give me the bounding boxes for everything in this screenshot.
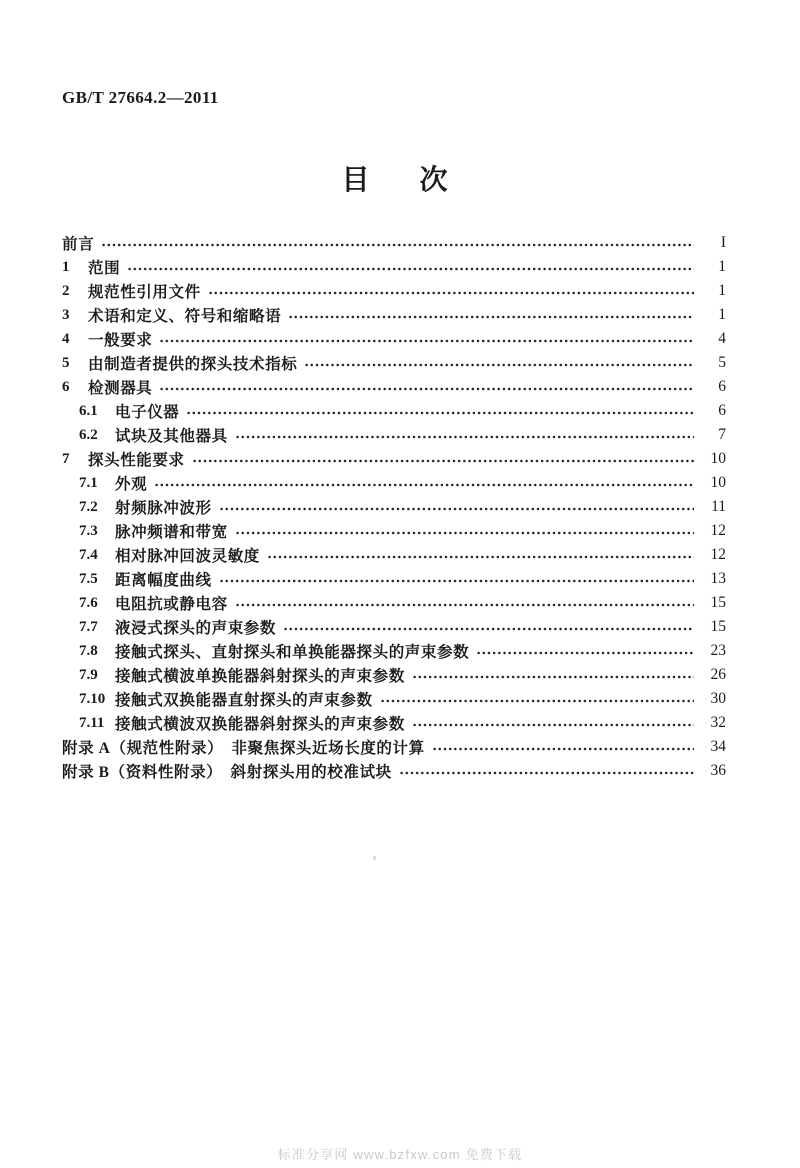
toc-entry-label: 接触式探头、直射探头和单换能器探头的声束参数 bbox=[115, 644, 470, 661]
dot-leader bbox=[476, 646, 694, 660]
toc-entry-label: 接触式横波单换能器斜射探头的声束参数 bbox=[115, 668, 405, 685]
toc-entry-number: 2 bbox=[62, 282, 70, 299]
dot-leader bbox=[399, 766, 694, 780]
toc-entry-label: 接触式横波双换能器斜射探头的声束参数 bbox=[115, 716, 405, 733]
dot-leader bbox=[127, 262, 694, 276]
toc-entry bbox=[62, 759, 726, 783]
toc-entry-number: 7.4 bbox=[79, 546, 98, 563]
toc-entry bbox=[62, 375, 726, 399]
toc-entry-number: 7.2 bbox=[79, 498, 98, 515]
dot-leader bbox=[304, 358, 694, 372]
toc-entry bbox=[62, 255, 726, 279]
toc-entry-page: 10 bbox=[710, 450, 726, 467]
toc-entry-number: 5 bbox=[62, 354, 70, 371]
toc-entry bbox=[62, 615, 726, 639]
toc-entry-page: 6 bbox=[718, 378, 726, 395]
toc-entry-page: 4 bbox=[718, 330, 726, 347]
toc-entry-label: 探头性能要求 bbox=[88, 452, 185, 469]
toc-entry-label: 范围 bbox=[88, 260, 121, 277]
toc-entry-label: 电阻抗或静电容 bbox=[115, 596, 228, 613]
dot-leader bbox=[159, 382, 694, 396]
toc-entry-number: 7.6 bbox=[79, 594, 98, 611]
toc-entry-label: 接触式双换能器直射探头的声束参数 bbox=[115, 692, 373, 709]
dot-leader bbox=[288, 310, 694, 324]
toc-entry-number: 1 bbox=[62, 258, 70, 275]
toc-entry-page: 32 bbox=[710, 714, 726, 731]
toc-entry-label: 规范性引用文件 bbox=[88, 284, 201, 301]
page-title: 目 次 bbox=[341, 164, 459, 195]
toc-entry bbox=[62, 711, 726, 735]
toc-entry-number: 6.2 bbox=[79, 426, 98, 443]
dot-leader bbox=[159, 334, 694, 348]
dot-leader bbox=[208, 286, 694, 300]
toc-entry-label: 试块及其他器具 bbox=[115, 428, 228, 445]
toc-entry-number: 6.1 bbox=[79, 402, 98, 419]
toc-entry bbox=[62, 735, 726, 759]
toc-entry bbox=[62, 399, 726, 423]
toc-entry-number: 7.1 bbox=[79, 474, 98, 491]
toc-entry-label: 检测器具 bbox=[88, 380, 153, 397]
dot-leader bbox=[432, 742, 694, 756]
toc-entry-label: 一般要求 bbox=[88, 332, 153, 349]
toc-entry-page: 36 bbox=[710, 762, 726, 779]
dot-leader bbox=[154, 478, 694, 492]
toc-entry-page: I bbox=[720, 234, 726, 251]
toc-entry bbox=[62, 687, 726, 711]
dot-leader bbox=[192, 454, 694, 468]
toc-entry bbox=[62, 303, 726, 327]
dot-leader bbox=[380, 694, 694, 708]
toc-entry bbox=[62, 591, 726, 615]
toc-entry bbox=[62, 423, 726, 447]
toc-entry bbox=[62, 519, 726, 543]
toc-entry-number: 7.9 bbox=[79, 666, 98, 683]
toc-entry bbox=[62, 447, 726, 471]
toc-entry-label: 射频脉冲波形 bbox=[115, 500, 212, 517]
dot-leader bbox=[235, 526, 694, 540]
toc-entry-number: 7.7 bbox=[79, 618, 98, 635]
dot-leader bbox=[412, 718, 694, 732]
toc-entry-number: 7.10 bbox=[79, 690, 106, 707]
toc-entry-page: 34 bbox=[710, 738, 726, 755]
toc-entry-page: 30 bbox=[710, 690, 726, 707]
dot-leader bbox=[235, 430, 694, 444]
toc-entry-page: 23 bbox=[710, 642, 726, 659]
footer-watermark: 标准分享网 www.bzfxw.com 免费下载 bbox=[277, 1147, 523, 1162]
toc-entry-label: 术语和定义、符号和缩略语 bbox=[88, 308, 282, 325]
toc-entry-page: 5 bbox=[718, 354, 726, 371]
standard-number: GB/T 27664.2—2011 bbox=[62, 88, 219, 107]
dot-leader bbox=[235, 598, 694, 612]
toc-entry bbox=[62, 543, 726, 567]
toc-entry bbox=[62, 471, 726, 495]
toc-entry-number: 7 bbox=[62, 450, 70, 467]
dot-leader bbox=[219, 574, 694, 588]
toc-entry-label: 脉冲频谱和带宽 bbox=[115, 524, 228, 541]
toc-entry-page: 26 bbox=[710, 666, 726, 683]
dot-leader bbox=[101, 238, 694, 252]
toc-entry-label: 由制造者提供的探头技术指标 bbox=[88, 356, 298, 373]
toc-entry-page: 15 bbox=[710, 618, 726, 635]
toc-entry bbox=[62, 231, 726, 255]
toc-entry-page: 1 bbox=[718, 306, 726, 323]
dot-leader bbox=[186, 406, 694, 420]
toc-entry-page: 1 bbox=[718, 258, 726, 275]
toc-entry-number: 7.8 bbox=[79, 642, 98, 659]
toc-entry-page: 12 bbox=[710, 546, 726, 563]
dot-leader bbox=[283, 622, 694, 636]
toc-entry-number: 4 bbox=[62, 330, 70, 347]
scan-artifact bbox=[373, 856, 376, 860]
toc-entry-label: 前言 bbox=[62, 236, 95, 253]
toc-entry bbox=[62, 351, 726, 375]
toc-entry-page: 12 bbox=[710, 522, 726, 539]
toc-entry-page: 7 bbox=[718, 426, 726, 443]
toc-entry-label: 电子仪器 bbox=[115, 404, 180, 421]
toc-entry-number: 3 bbox=[62, 306, 70, 323]
dot-leader bbox=[412, 670, 694, 684]
toc-entry-number: 7.11 bbox=[79, 714, 105, 731]
toc-entry bbox=[62, 495, 726, 519]
toc-entry-number: 6 bbox=[62, 378, 70, 395]
toc-entry-page: 11 bbox=[711, 498, 726, 515]
toc-entry-page: 1 bbox=[718, 282, 726, 299]
toc-entry-label: 相对脉冲回波灵敏度 bbox=[115, 548, 260, 565]
toc-entry bbox=[62, 567, 726, 591]
table-of-contents bbox=[62, 231, 726, 783]
dot-leader bbox=[267, 550, 694, 564]
toc-entry-page: 13 bbox=[710, 570, 726, 587]
toc-entry-label: 液浸式探头的声束参数 bbox=[115, 620, 277, 637]
toc-entry-page: 10 bbox=[710, 474, 726, 491]
toc-entry-page: 6 bbox=[718, 402, 726, 419]
toc-entry bbox=[62, 663, 726, 687]
toc-entry-page: 15 bbox=[710, 594, 726, 611]
toc-entry-number: 7.5 bbox=[79, 570, 98, 587]
toc-entry-label: 附录 A（规范性附录） 非聚焦探头近场长度的计算 bbox=[62, 740, 425, 757]
dot-leader bbox=[219, 502, 694, 516]
toc-entry-number: 7.3 bbox=[79, 522, 98, 539]
toc-entry-label: 距离幅度曲线 bbox=[115, 572, 212, 589]
toc-entry-label: 附录 B（资料性附录） 斜射探头用的校准试块 bbox=[62, 764, 392, 781]
toc-entry bbox=[62, 639, 726, 663]
toc-entry bbox=[62, 327, 726, 351]
toc-entry-label: 外观 bbox=[115, 476, 148, 493]
toc-entry bbox=[62, 279, 726, 303]
